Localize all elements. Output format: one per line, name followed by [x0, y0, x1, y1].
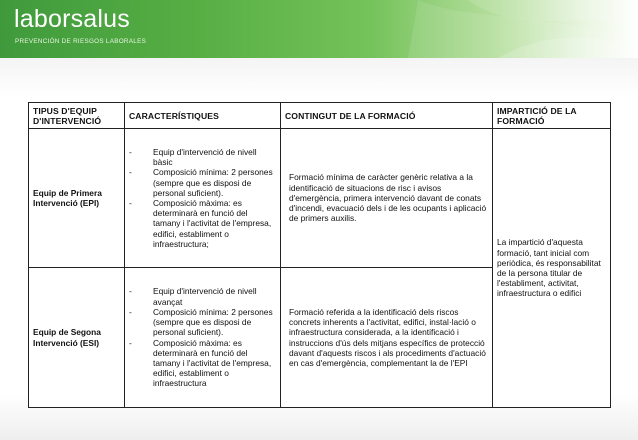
training-content-esi: [281, 268, 493, 408]
table-row: [29, 129, 611, 268]
characteristics-list: [129, 286, 276, 388]
characteristics-cell: [125, 268, 281, 408]
team-name-epi: Equip de Primera Intervenció (EPI): [29, 129, 125, 268]
list-item: - Composició mínima: 2 persones (sempre que es disposi de personal suficient).: [129, 167, 276, 198]
training-delivery: La impartició d'aquesta formació, tant inicial com periòdica, és responsabilitat de la persona titular de l'establiment, activitat, infraestructura o edifici: [493, 129, 611, 408]
list-item: - Composició màxima: es determinarà en funció del tamany i l'activitat de l'empresa, edifici, establiment o infraestructura: [129, 338, 276, 389]
brand-logo: laborsalus: [14, 5, 130, 33]
training-content-epi: [281, 129, 493, 268]
training-content-text: Formació mínima de caràcter genèric relativa a la identificació de situacions de risc i avisos d'emergència, primera intervenció davant de conats d'incendi, evacuació dels i de les ocupants i aplicació de primers auxilis.: [289, 172, 487, 224]
characteristics-cell: [125, 129, 281, 268]
brand-tagline: PREVENCIÓN DE RIESGOS LABORALES: [15, 38, 147, 45]
column-header-team-type: TIPUS D'EQUIP D'INTERVENCIÓ: [29, 103, 125, 129]
list-item: - Equip d'intervenció de nivell avançat: [129, 286, 276, 306]
intervention-teams-table: [28, 102, 611, 408]
training-content-text: Formació referida a la identificació dels riscos concrets inherents a l'activitat, edifici, instal·lació o infraestructura considerada, a la identificació i instruccions d'ús dels mitjans específics de protecció davant d'aquests riscos i als procediments d'actuació en cas d'emergència, complementant la de l'EPI: [289, 306, 486, 368]
list-item: - Equip d'intervenció de nivell bàsic: [129, 147, 276, 167]
banner-decoration: [378, 0, 638, 58]
column-header-training-delivery: IMPARTICIÓ DE LA FORMACIÓ: [493, 103, 611, 129]
characteristics-list: [129, 147, 276, 249]
list-item: - Composició màxima: es determinarà en funció del tamany i l'activitat de l'empresa, edifici, establiment o infraestructura;: [129, 198, 276, 249]
column-header-training-content: CONTINGUT DE LA FORMACIÓ: [281, 103, 493, 129]
team-name-esi: Equip de Segona Intervenció (ESI): [29, 268, 125, 408]
column-header-characteristics: CARACTERÍSTIQUES: [125, 103, 281, 129]
table-header-row: [29, 103, 611, 129]
list-item: - Composició mínima: 2 persones (sempre que es disposi de personal suficient).: [129, 307, 276, 338]
header-banner: [0, 0, 638, 58]
